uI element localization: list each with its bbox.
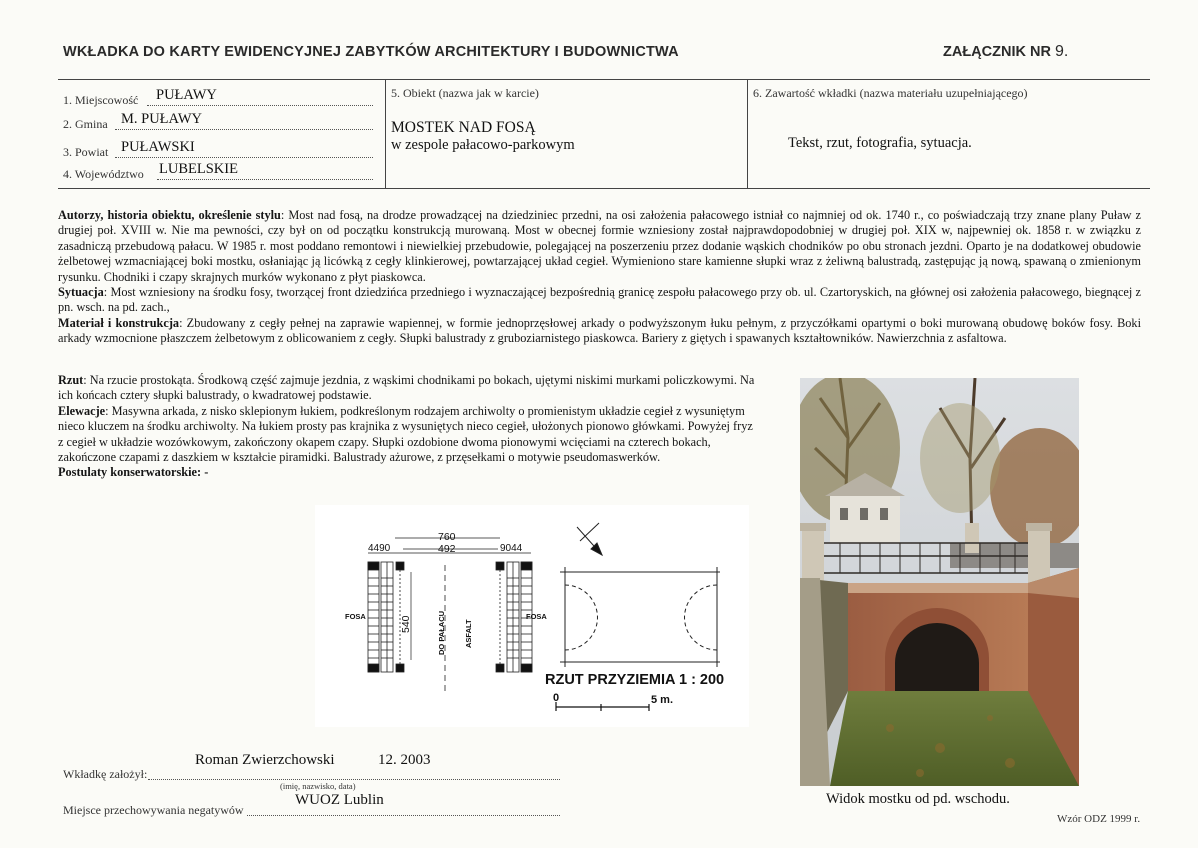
plan-left-moat-wall: [368, 562, 404, 672]
object-name: MOSTEK NAD FOSĄ: [391, 119, 536, 136]
annex-value: 9.: [1054, 43, 1069, 60]
postulates: Postulaty konserwatorskie: -: [58, 465, 209, 480]
material-text: : Zbudowany z cegły pełnej na zaprawie wapiennej, w formie jednoprzęsłowej arkady o podwyższonym łuku pełnym, z przyczółkami opartymi o boki murowaną obudowę boków fosy. Boki arkady wzmocnione płaszczem żelbetowym z oblicowaniem z cegły. Słupki balustrady z gruboziarnistego piaskowca. Bariery z giętych i spawanych kształtowników. Nawierzchnia z asfaltowa.: [58, 315, 1141, 346]
plan-text: : Na rzucie prostokąta. Środkową część zajmuje jezdnia, z wąskimi chodnikami po bokach, ujętymi niskimi murkami policzkowymi. Na ich końcach cztery słupki balustrady, o kwadratowej podstawie.: [58, 373, 755, 403]
locality-label: 1. Miejscowość: [63, 93, 139, 107]
voivodeship-value: LUBELSKIE: [159, 161, 238, 177]
material-paragraph: [58, 316, 1141, 347]
author-date: 12. 2003: [378, 752, 431, 768]
plan-arcade-symbol: [560, 567, 720, 667]
table-divider-2: [747, 80, 748, 188]
scale-bar: [556, 702, 649, 711]
label-moat-left: FOSA: [345, 612, 366, 621]
annex-label: ZAŁĄCZNIK NR: [943, 44, 1051, 60]
county-label: 3. Powiat: [63, 145, 109, 159]
elevation-paragraph: [58, 404, 758, 466]
field-county: [63, 138, 373, 160]
table-bottom-border: [58, 188, 1150, 189]
history-paragraph: [58, 208, 1141, 285]
form-model: Wzór ODZ 1999 r.: [1057, 813, 1141, 825]
plan-title: RZUT PRZYZIEMIA 1 : 200: [545, 672, 725, 688]
ground-plan-drawing: [315, 505, 749, 727]
field-locality: [63, 88, 373, 108]
label-to-palace: DO PAŁACU: [437, 610, 446, 655]
scale-end: 5 m.: [651, 694, 674, 706]
author-hint: (imię, nazwisko, data): [280, 781, 356, 791]
commune-label: 2. Gmina: [63, 117, 108, 131]
dim-left: 4490: [368, 543, 391, 554]
dim-right: 9044: [500, 543, 523, 554]
field-commune: [63, 112, 373, 132]
contents-label: 6. Zawartość wkładki (nazwa materiału uzupełniającego): [753, 86, 1028, 100]
object-label: 5. Obiekt (nazwa jak w karcie): [391, 86, 539, 100]
locality-value: PUŁAWY: [156, 87, 217, 103]
description-wide: [58, 208, 1141, 347]
author-label: Wkładkę założył:: [63, 767, 148, 781]
scale-start: 0: [553, 692, 560, 704]
field-voivodeship: [63, 161, 373, 182]
label-moat-right: FOSA: [526, 612, 547, 621]
dim-length: 540: [400, 615, 412, 633]
material-heading: Materiał i konstrukcja: [58, 315, 180, 330]
north-arrow-icon: [577, 523, 602, 555]
situation-text: : Most wzniesiony na środku fosy, tworzącej front dziedzińca przedniego i wyznaczającej bezpośrednią granicę zespołu pałacowego przy ob. ul. Czartoryskich, na głównej osi założenia pałacowego, biegnącej z pn. wsch. na pd. zach.,: [58, 285, 1141, 315]
negatives-label: Miejsce przechowywania negatywów: [63, 803, 244, 817]
plan-heading: Rzut: [58, 373, 84, 387]
description-narrow: [58, 373, 758, 481]
table-top-border: [58, 79, 1150, 80]
label-asphalt: ASFALT: [464, 619, 473, 648]
plan-paragraph: [58, 373, 758, 404]
county-value: PUŁAWSKI: [121, 139, 195, 155]
dim-road: 492: [438, 543, 456, 555]
table-divider-1: [385, 80, 386, 188]
bridge-photograph: [800, 378, 1079, 786]
contents-value: Tekst, rzut, fotografia, sytuacja.: [788, 135, 972, 151]
photo-caption: Widok mostku od pd. wschodu.: [826, 791, 1010, 807]
author-name: Roman Zwierzchowski: [195, 752, 335, 768]
object-subtitle: w zespole pałacowo-parkowym: [391, 137, 575, 153]
form-title: WKŁADKA DO KARTY EWIDENCYJNEJ ZABYTKÓW ARCHITEKTURY I BUDOWNICTWA: [63, 44, 679, 60]
elevation-heading: Elewacje: [58, 403, 106, 418]
voivodeship-label: 4. Województwo: [63, 167, 144, 181]
situation-heading: Sytuacja: [58, 285, 104, 300]
annex-number: [943, 43, 1068, 61]
history-heading: Autorzy, historia obiektu, określenie stylu: [58, 208, 281, 222]
elevation-text: : Masywna arkada, z nisko sklepionym łukiem, podkreślonym rodzajem archiwolty o promienistym układzie cegieł z wysuniętym nieco kluczem na środku archiwolty. Na łukiem prosty pas krajnika z wysuniętych nieco cegieł, ułożonych pionowo główkami. Powyżej fryz z cegieł w układzie wozówkowym, zakończony okapem czapy. Słupki ozdobione dwoma pionowymi wcięciami na czterech bokach, zakończone czapami z daszkiem w kształcie piramidki. Balustrady ażurowe, z przęsełkami o motywie pseudomaswerków.: [58, 403, 753, 465]
history-text: : Most nad fosą, na drodze prowadzącej na dziedziniec przedni, na osi założenia pałacowego istniał co najmniej od ok. 1740 r., co poświadczają trzy znane plany Puław z drugiej poł. XVIII w. Nie ma pewności, czy był on od początku konstrukcją murowaną. Most w obecnej formie wzniesiony został najprawdopodobniej w drugiej poł. XIX w, najpewniej ok. 1858 r. w związku z zasadniczą przebudową pałacu. W 1985 r. most poddano remontowi i niewielkiej przebudowie, polegającej na poszerzeniu przez dodanie wąskich chodników po obu stronach jezdni. Oparto je na dodatkowej obudowie żelbetowej wzmacniającej boki mostku, osłaniając ją licówką z cegły klinkierowej, powtarzającej układ cegieł. Wymieniono stare kamienne słupki wraz z żeliwną balustradą, zastępując ją nową, spawaną o zmienionym rysunku. Chodniki i czapy skrajnych murków wykonano z płyt piaskowca.: [58, 208, 1141, 284]
situation-paragraph: [58, 285, 1141, 316]
commune-value: M. PUŁAWY: [121, 111, 203, 127]
negatives-value: WUOZ Lublin: [295, 792, 384, 808]
dim-total: 760: [438, 531, 456, 543]
